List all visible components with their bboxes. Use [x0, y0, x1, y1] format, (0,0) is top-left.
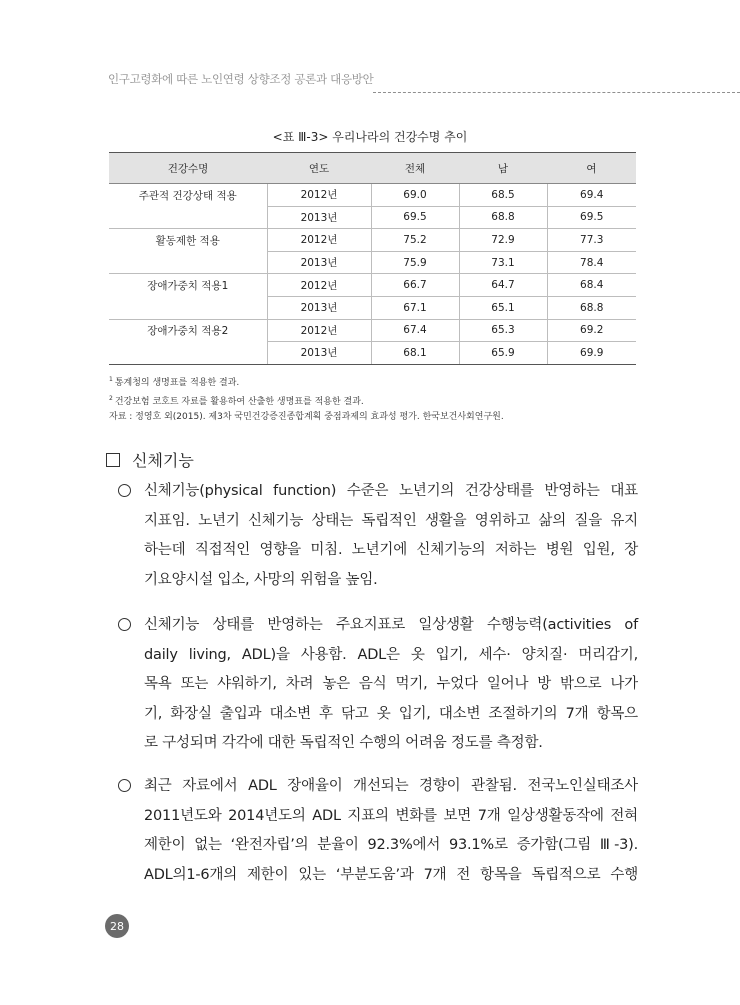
- category-cell: 주관적 건강상태 적용: [138, 189, 237, 202]
- section-title: 신체기능: [132, 451, 194, 470]
- header-female: 여: [547, 153, 636, 184]
- female-cell: 68.4: [547, 274, 636, 297]
- table-note-1: [109, 372, 504, 391]
- header-category: 건강수명: [109, 153, 267, 184]
- female-cell: 69.4: [547, 184, 636, 207]
- male-cell: 72.9: [459, 229, 547, 252]
- bullet-paragraph: [118, 477, 638, 595]
- total-cell: 67.1: [371, 296, 459, 319]
- bullet-paragraph: [118, 611, 638, 759]
- category-cell: 장애가중치 적용1: [147, 279, 229, 292]
- category-cell: 장애가중치 적용2: [147, 325, 229, 338]
- year-cell: 2013년: [267, 296, 371, 319]
- note-2-text: 건강보험 코호트 자료를 활용하여 산출한 생명표를 적용한 결과.: [114, 397, 364, 407]
- male-cell: 65.1: [459, 296, 547, 319]
- total-cell: 75.2: [371, 229, 459, 252]
- page-number: 28: [105, 914, 129, 938]
- section-heading: [106, 448, 194, 471]
- paragraph-line: 제한이 없는 ‘완전자립’의 분율이 92.3%에서 93.1%로 증가함(그림 Ⅲ-3).: [144, 837, 638, 853]
- table-row: [109, 319, 636, 342]
- male-cell: 73.1: [459, 251, 547, 274]
- total-cell: 66.7: [371, 274, 459, 297]
- year-cell: 2013년: [267, 251, 371, 274]
- year-cell: 2013년: [267, 206, 371, 229]
- paragraph-line: 지표임. 노년기 신체기능 상태는 독립적인 생활을 영위하고 삶의 질을 유지: [144, 512, 638, 529]
- note-1-text: 통계청의 생명표를 적용한 결과.: [114, 378, 240, 388]
- category-cell: [109, 342, 267, 365]
- year-cell: 2012년: [267, 184, 371, 207]
- table-row: [109, 206, 636, 229]
- paragraph-line: 최근 자료에서 ADL 장애율이 개선되는 경향이 관찰됨. 전국노인실태조사: [144, 778, 638, 794]
- male-cell: 65.3: [459, 319, 547, 342]
- male-cell: 64.7: [459, 274, 547, 297]
- table-row: [109, 251, 636, 274]
- male-cell: 68.5: [459, 184, 547, 207]
- health-life-table: [109, 152, 636, 365]
- total-cell: 69.0: [371, 184, 459, 207]
- running-header: 인구고령화에 따른 노인연령 상향조정 공론과 대응방안: [108, 72, 374, 86]
- table-row: [109, 342, 636, 365]
- total-cell: 69.5: [371, 206, 459, 229]
- table-header-row: [109, 153, 636, 184]
- year-cell: 2012년: [267, 274, 371, 297]
- paragraph-line: daily living, ADL)을 사용함. ADL은 옷 입기, 세수· 양치질· 머리감기,: [144, 646, 638, 663]
- note-2-mark: 2: [109, 395, 113, 402]
- male-cell: 68.8: [459, 206, 547, 229]
- note-1-mark: 1: [109, 376, 113, 383]
- header-total: 전체: [371, 153, 459, 184]
- paragraph-line: 신체기능 상태를 반영하는 주요지표로 일상생활 수행능력(activities of: [144, 617, 638, 633]
- category-cell: [109, 296, 267, 319]
- table-row: [109, 274, 636, 297]
- header-male: 남: [459, 153, 547, 184]
- male-cell: 65.9: [459, 342, 547, 365]
- square-bullet-icon: [106, 453, 120, 467]
- table-title: <표 Ⅲ-3> 우리나라의 건강수명 추이: [272, 130, 468, 144]
- year-cell: 2013년: [267, 342, 371, 365]
- female-cell: 68.8: [547, 296, 636, 319]
- category-cell: 활동제한 적용: [155, 234, 220, 247]
- female-cell: 69.5: [547, 206, 636, 229]
- female-cell: 69.9: [547, 342, 636, 365]
- table-row: [109, 229, 636, 252]
- paragraph-line: 목욕 또는 샤워하기, 차려 놓은 음식 먹기, 누었다 일어나 방 밖으로 나가: [144, 676, 638, 692]
- paragraph-line: 하는데 직접적인 영향을 미침. 노년기에 신체기능의 저하는 병원 입원, 장: [144, 542, 638, 558]
- category-cell: [109, 206, 267, 229]
- total-cell: 68.1: [371, 342, 459, 365]
- table-note-2: [109, 391, 504, 410]
- table-notes: [109, 372, 504, 425]
- total-cell: 67.4: [371, 319, 459, 342]
- circle-bullet-icon: [118, 618, 131, 631]
- table-source: 자료 : 정영호 외(2015). 제3차 국민건강증진종합계획 중점과제의 효과성 평가. 한국보건사회연구원.: [109, 412, 504, 422]
- female-cell: 78.4: [547, 251, 636, 274]
- circle-bullet-icon: [118, 484, 131, 497]
- paragraph-line: 신체기능(physical function) 수준은 노년기의 건강상태를 반영하는 대표: [144, 483, 638, 499]
- year-cell: 2012년: [267, 229, 371, 252]
- header-year: 연도: [267, 153, 371, 184]
- paragraph-line: 기, 화장실 출입과 대소변 후 닦고 옷 입기, 대소변 조절하기의 7개 항목으: [144, 705, 638, 722]
- paragraph-line: ADL의1-6개의 제한이 있는 ‘부분도움’과 7개 전 항목을 독립적으로 수행: [144, 866, 638, 883]
- paragraph-line: 2011년도와 2014년도의 ADL 지표의 변화를 보면 7개 일상생활동작에 전혀: [144, 807, 638, 824]
- female-cell: 69.2: [547, 319, 636, 342]
- paragraph-line: 로 구성되며 각각에 대한 독립적인 수행의 어려움 정도를 측정함.: [144, 735, 543, 751]
- total-cell: 75.9: [371, 251, 459, 274]
- table-row: [109, 296, 636, 319]
- table-row: [109, 184, 636, 207]
- bullet-paragraph: [118, 772, 638, 890]
- circle-bullet-icon: [118, 779, 131, 792]
- female-cell: 77.3: [547, 229, 636, 252]
- year-cell: 2012년: [267, 319, 371, 342]
- category-cell: [109, 251, 267, 274]
- paragraph-line: 기요양시설 입소, 사망의 위험을 높임.: [144, 571, 378, 588]
- header-rule: [373, 92, 740, 93]
